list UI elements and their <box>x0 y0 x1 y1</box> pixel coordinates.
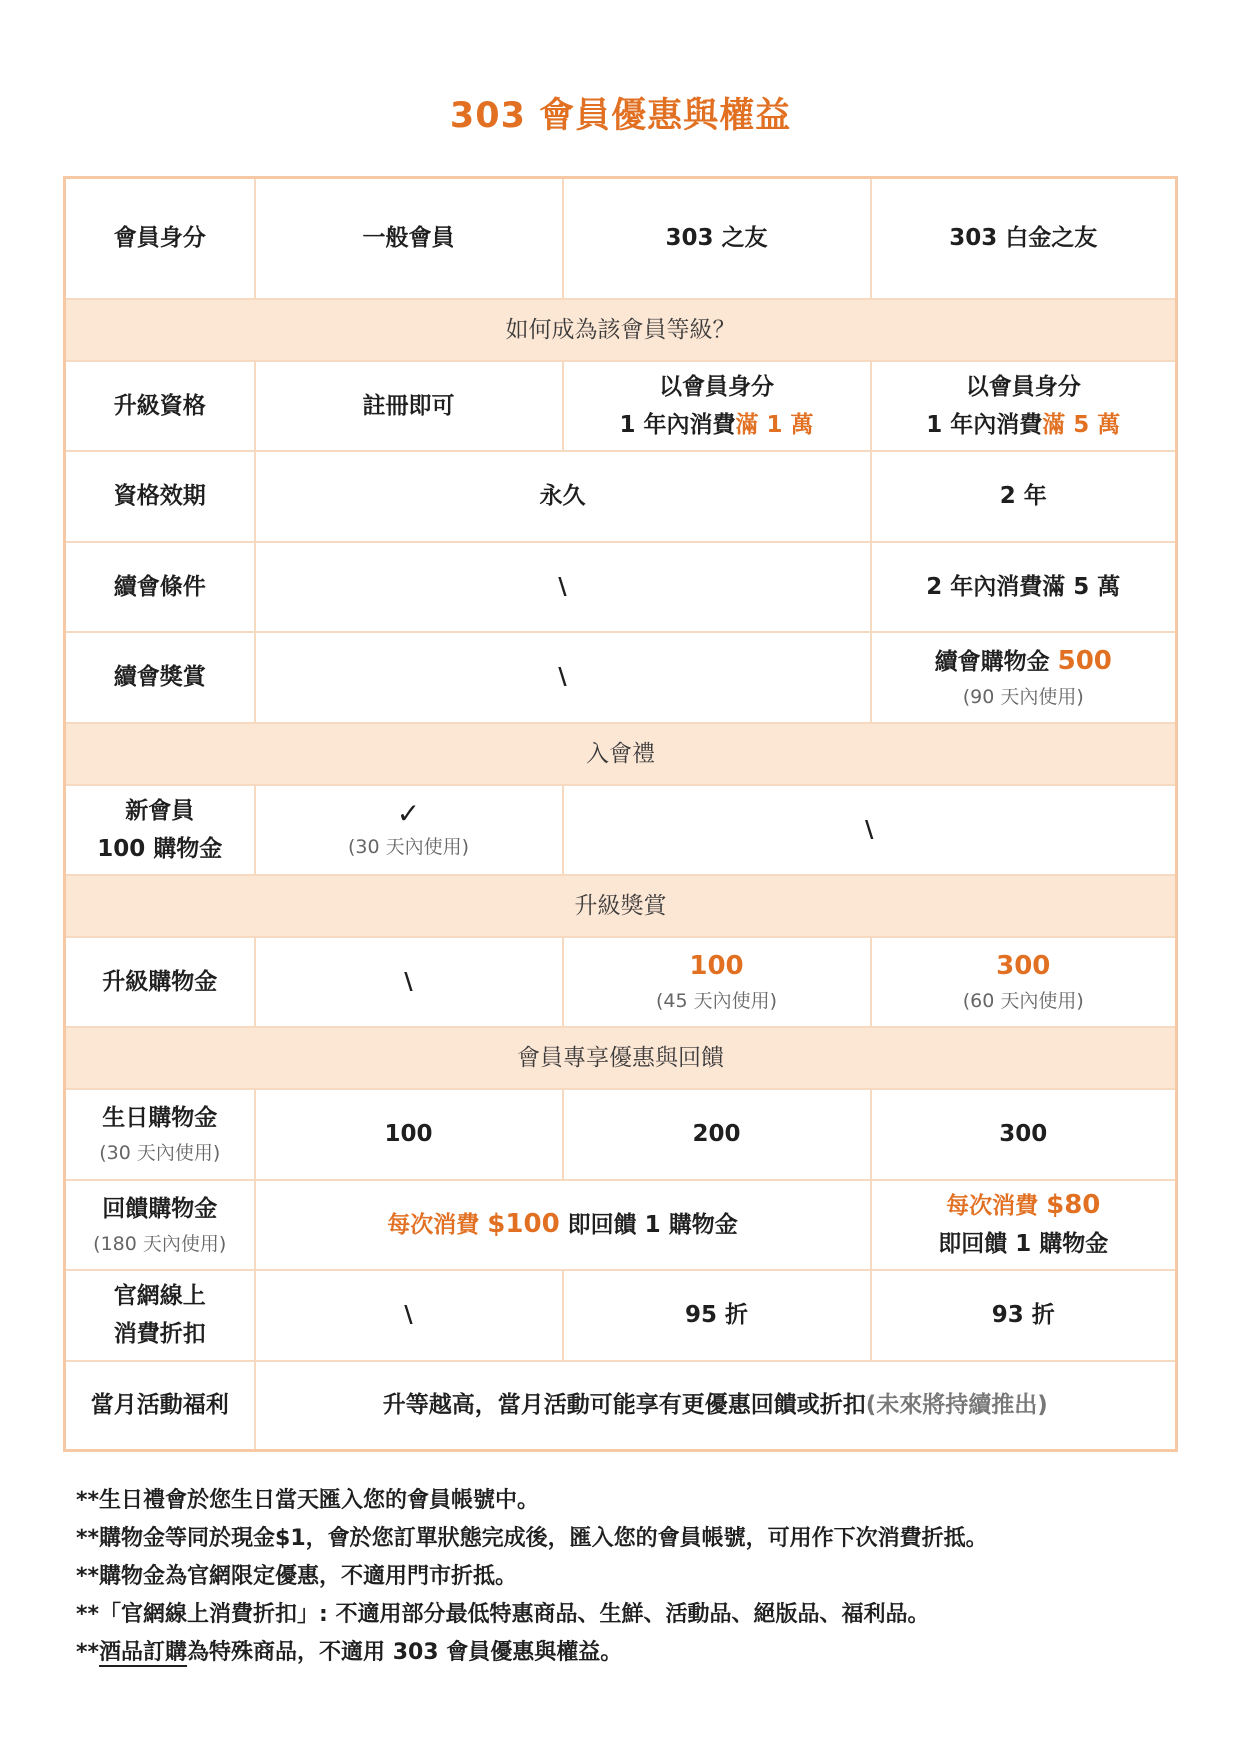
table-row <box>65 361 1177 451</box>
upgrade-credit-platinum-amount: 300 <box>996 950 1051 981</box>
renewal-condition-platinum: 2 年內消費滿 5 萬 <box>871 542 1177 632</box>
header-303-friend: 303 之友 <box>563 178 871 299</box>
eligibility-platinum-prefix: 1 年內消費 <box>926 411 1043 438</box>
cashback-credit-label: 回饋購物金 <box>102 1195 218 1222</box>
table-row <box>65 1180 1177 1270</box>
header-member-status: 會員身分 <box>65 178 255 299</box>
eligibility-general: 註冊即可 <box>255 361 563 451</box>
upgrade-credit-general: \ <box>255 937 563 1027</box>
renewal-reward-line <box>872 642 1176 681</box>
section-welcome-gift: 入會禮 <box>65 723 1177 785</box>
online-discount-label-line1: 官網線上 <box>113 1283 206 1309</box>
cashback-general-friend <box>255 1180 871 1270</box>
header-303-platinum-friend: 303 白金之友 <box>871 178 1177 299</box>
footnote-alcohol <box>76 1634 1176 1672</box>
eligibility-friend-line1: 以會員身分 <box>659 373 774 400</box>
birthday-credit-platinum: 300 <box>871 1089 1177 1180</box>
section-how-to-qualify: 如何成為該會員等級？ <box>65 299 1177 361</box>
section-row <box>65 723 1177 785</box>
cashback-general-friend-highlight: 每次消費 <box>387 1212 488 1238</box>
renewal-reward-amount: 500 <box>1057 645 1112 676</box>
cashback-general-friend-suffix: 即回饋 1 購物金 <box>559 1212 738 1238</box>
row-label-upgrade-credit: 升級購物金 <box>65 937 255 1027</box>
eligibility-platinum-line2 <box>872 406 1176 444</box>
section-exclusive-offers: 會員專享優惠與回饋 <box>65 1027 1177 1089</box>
footnote-alcohol-prefix: ** <box>76 1640 100 1665</box>
cashback-platinum-amount: $80 <box>1046 1190 1101 1220</box>
cashback-credit-note: (180 天內使用) <box>93 1232 227 1255</box>
eligibility-friend <box>563 361 871 451</box>
row-label-eligibility: 升級資格 <box>65 361 255 451</box>
footnote-birthday: **生日禮會於您生日當天匯入您的會員帳號中。 <box>76 1488 540 1513</box>
eligibility-platinum <box>871 361 1177 451</box>
monthly-event-main: 升等越高，當月活動可能享有更優惠回饋或折扣 <box>382 1392 866 1419</box>
section-upgrade-reward: 升級獎賞 <box>65 875 1177 937</box>
monthly-event-text <box>255 1361 1177 1451</box>
online-discount-friend: 95 折 <box>563 1270 871 1361</box>
renewal-reward-prefix: 續會購物金 <box>934 648 1058 675</box>
table-row <box>65 1361 1177 1451</box>
footnote-alcohol-suffix: 為特殊商品，不適用 303 會員優惠與權益。 <box>187 1640 623 1665</box>
section-row <box>65 299 1177 361</box>
table-row <box>65 1270 1177 1361</box>
footnotes <box>76 1482 1176 1672</box>
online-discount-general: \ <box>255 1270 563 1361</box>
upgrade-credit-platinum-note: (60 天內使用) <box>962 989 1084 1012</box>
row-label-monthly-event: 當月活動福利 <box>65 1361 255 1451</box>
new-member-general <box>255 785 563 875</box>
eligibility-platinum-line1: 以會員身分 <box>965 373 1081 400</box>
cashback-platinum-line1 <box>872 1186 1176 1225</box>
section-row <box>65 875 1177 937</box>
cashback-platinum <box>871 1180 1177 1270</box>
upgrade-credit-friend-note: (45 天內使用) <box>655 989 778 1012</box>
table-row <box>65 785 1177 875</box>
new-member-note: (30 天內使用) <box>347 835 470 858</box>
birthday-credit-label: 生日購物金 <box>102 1105 218 1131</box>
footnote-online-only: **購物金為官網限定優惠，不適用門市折抵。 <box>76 1564 518 1589</box>
row-label-renewal-condition: 續會條件 <box>65 542 255 632</box>
row-label-validity: 資格效期 <box>65 451 255 542</box>
renewal-reward-platinum <box>871 632 1177 723</box>
validity-general-friend: 永久 <box>255 451 871 542</box>
new-member-label-line2: 100 購物金 <box>97 835 223 862</box>
cashback-platinum-highlight: 每次消費 <box>946 1193 1047 1219</box>
cashback-platinum-line2: 即回饋 1 購物金 <box>938 1231 1109 1257</box>
new-member-not-applicable: \ <box>563 785 1177 875</box>
alcohol-order-link-text: 酒品訂購 <box>99 1640 188 1665</box>
cashback-general-friend-amount: $100 <box>487 1209 560 1239</box>
table-row <box>65 937 1177 1027</box>
upgrade-credit-friend-amount: 100 <box>689 950 744 981</box>
page-title: 303 會員優惠與權益 <box>449 96 792 136</box>
footnote-credit-value: **購物金等同於現金$1，會於您訂單狀態完成後，匯入您的會員帳號，可用作下次消費折抵。 <box>76 1526 988 1551</box>
birthday-credit-friend: 200 <box>563 1089 871 1180</box>
eligibility-friend-prefix: 1 年內消費 <box>619 411 736 438</box>
table-row <box>65 632 1177 723</box>
row-label-cashback-credit <box>65 1180 255 1270</box>
header-general-member: 一般會員 <box>255 178 563 299</box>
upgrade-credit-friend <box>563 937 871 1027</box>
validity-platinum: 2 年 <box>871 451 1177 542</box>
row-label-new-member <box>65 785 255 875</box>
section-row <box>65 1027 1177 1089</box>
member-benefits-table <box>63 176 1178 1452</box>
online-discount-platinum: 93 折 <box>871 1270 1177 1361</box>
table-row <box>65 542 1177 632</box>
row-label-renewal-reward: 續會獎賞 <box>65 632 255 723</box>
eligibility-platinum-highlight: 滿 5 萬 <box>1042 411 1121 438</box>
renewal-reward-not-applicable: \ <box>255 632 871 723</box>
row-label-birthday-credit <box>65 1089 255 1180</box>
table-row <box>65 451 1177 542</box>
eligibility-friend-line2 <box>564 406 870 444</box>
monthly-event-note: (未來將持續推出) <box>865 1392 1048 1419</box>
check-icon: ✓ <box>396 796 421 830</box>
online-discount-label-line2: 消費折扣 <box>113 1321 206 1347</box>
renewal-condition-not-applicable: \ <box>255 542 871 632</box>
footnote-discount-exclusions: **「官網線上消費折扣」: 不適用部分最低特惠商品、生鮮、活動品、絕版品、福利品。 <box>76 1602 930 1627</box>
table-row <box>65 1089 1177 1180</box>
eligibility-friend-highlight: 滿 1 萬 <box>735 411 814 438</box>
row-label-online-discount <box>65 1270 255 1361</box>
upgrade-credit-platinum <box>871 937 1177 1027</box>
new-member-label-line1: 新會員 <box>125 797 195 824</box>
renewal-reward-note: (90 天內使用) <box>962 685 1084 708</box>
birthday-credit-note: (30 天內使用) <box>99 1142 221 1164</box>
table-header-row <box>65 178 1177 299</box>
birthday-credit-general: 100 <box>255 1089 563 1180</box>
